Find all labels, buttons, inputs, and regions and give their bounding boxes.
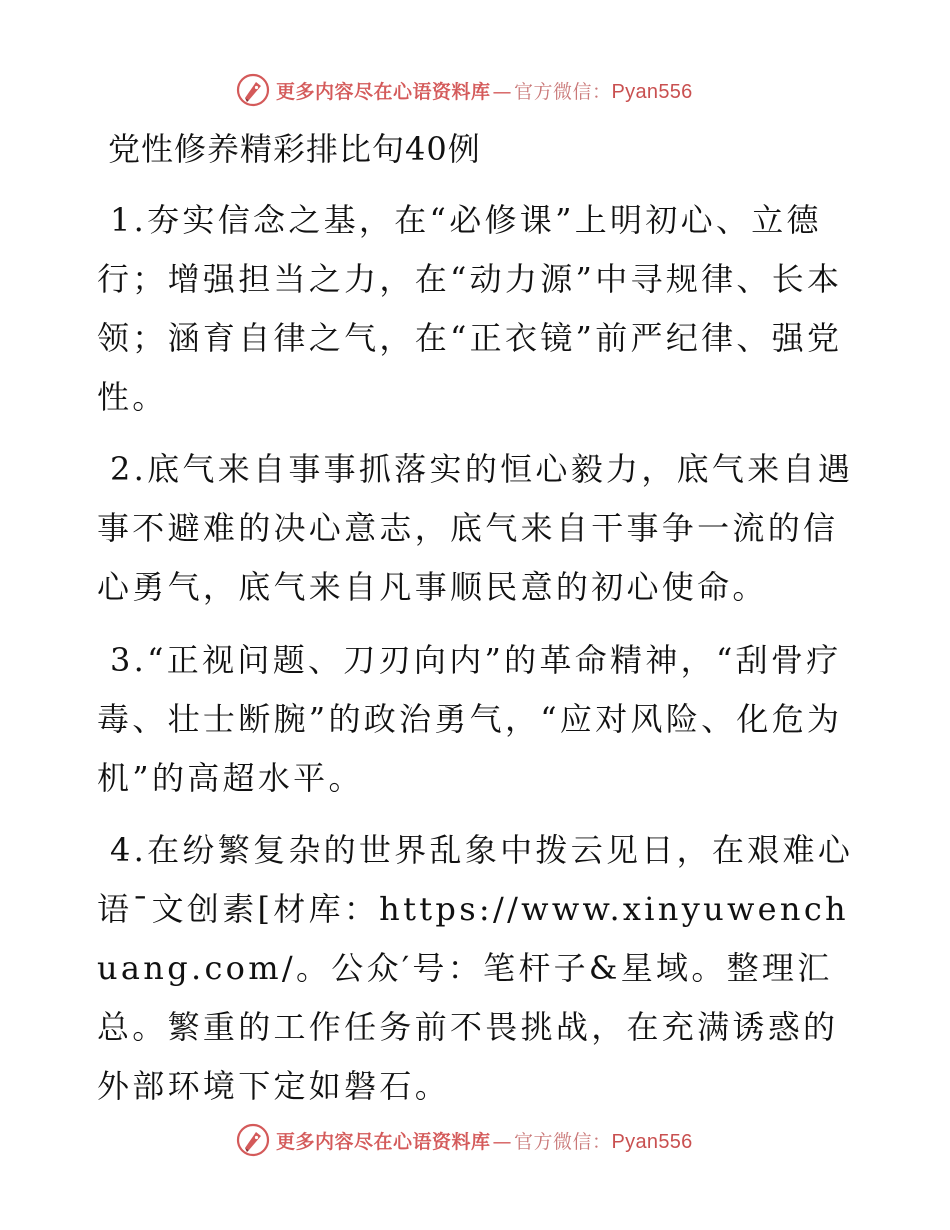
paragraph-3: 3.“正视问题、刀刃向内”的革命精神，“刮骨疗毒、壮士断腕”的政治勇气，“应对风险、化危为机”的高超水平。 [97,641,843,797]
pen-nib-logo-icon [236,1123,270,1157]
paragraph-2: 2.底气来自事事抓落实的恒心毅力，底气来自遇事不避难的决心意志，底气来自干事争一流的信心勇气，底气来自凡事顺民意的初心使命。 [97,450,854,606]
watermark-contact-label: 官方微信： [514,1130,612,1153]
watermark-brand: 更多内容尽在心语资料库 [276,80,491,103]
header-watermark [236,72,693,108]
watermark-brand: 更多内容尽在心语资料库 [276,1130,491,1153]
document-title: 党性修养精彩排比句40例 [108,130,481,168]
watermark-text [276,77,693,104]
paragraph-1: 1.夯实信念之基，在“必修课”上明初心、立德行；增强担当之力，在“动力源”中寻规律、长本领；涵育自律之气，在“正衣镜”前严纪律、强党性。 [97,201,843,416]
watermark-separator: — [492,1130,513,1153]
watermark-contact-id: Pyan556 [611,1130,693,1153]
paragraph-4: 4.在纷繁复杂的世界乱象中拨云见日，在艰难心语¯文创素[材库：https://www.xinyuwenchuang.com/。公众′号：笔杆子&星域。整理汇总。繁重的工作任务前不畏挑战，在充满诱惑的外部环境下定如磐石。 [97,831,854,1105]
footer-watermark [236,1122,693,1158]
watermark-contact-label: 官方微信： [514,80,612,103]
watermark-separator: — [492,80,513,103]
watermark-contact-id: Pyan556 [611,80,693,103]
watermark-text [276,1127,693,1154]
pen-nib-logo-icon [236,73,270,107]
